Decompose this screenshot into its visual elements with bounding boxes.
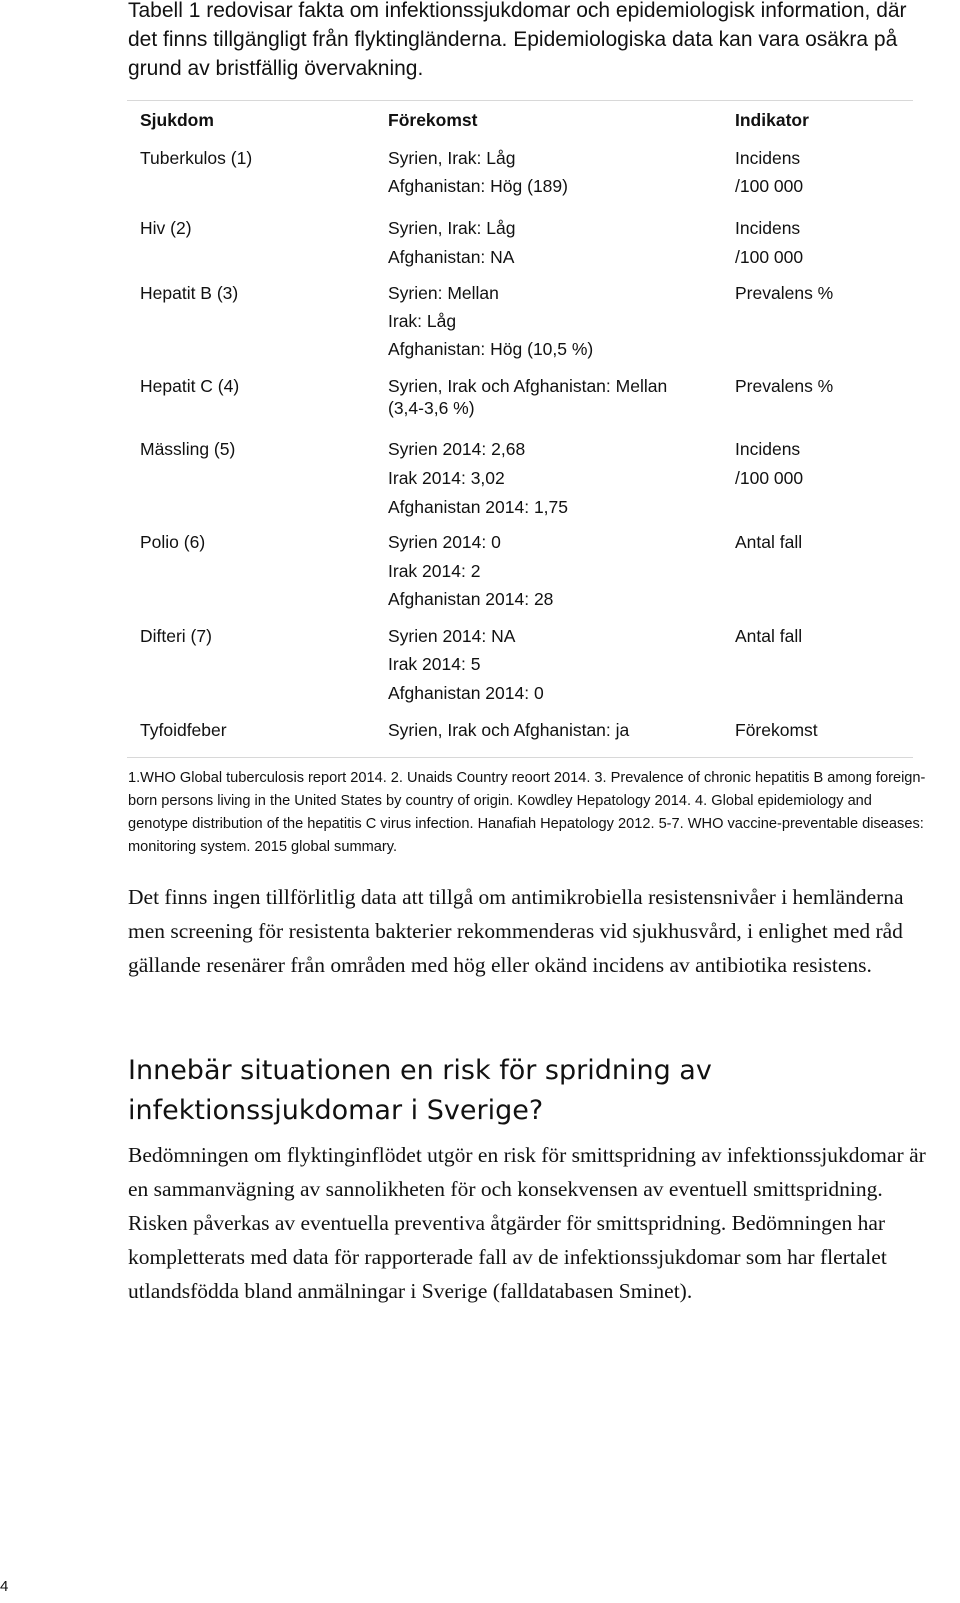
body-paragraph: Det finns ingen tillförlitlig data att tillgå om antimikrobiella resistensnivåer i hemländerna men screening för resistenta bakterier rekommenderas vid sjukhusvård, i enlighet med råd gällande resenärer från områden med hög eller okänd incidens av antibiotika resistens. [128,885,904,977]
occurrence-line: Syrien 2014: 2,68 [388,439,526,459]
occurrence-line: Syrien 2014: NA [388,626,516,646]
indicator-line: Incidens [735,218,801,238]
indicator-line: /100 000 [735,176,804,196]
occurrence-line: Syrien, Irak och Afghanistan: Mellan [388,376,668,396]
occurrence-line: Syrien, Irak: Låg [388,218,516,238]
occurrence-line: Afghanistan: NA [388,247,515,267]
indicator-line: Antal fall [735,626,803,646]
indicator-line: Incidens [735,439,801,459]
occurrence-line: Afghanistan: Hög (10,5 %) [388,339,594,359]
occurrence-line: Afghanistan 2014: 28 [388,589,554,609]
occurrence-line: Syrien, Irak och Afghanistan: ja [388,720,630,740]
disease-cell: Hiv (2) [140,218,192,238]
body-paragraph: Bedömningen om flyktinginflödet utgör en risk för smittspridning av infektionssjukdomar är en sammanvägning av sannolikheten för och konsekvensen av eventuell smittspridning. Risken påverkas av eventuella preventiva åtgärder för smittspridning. Bedömningen har kompletterats med data för rapporterade fall av de infektionssjukdomar som har flertalet utlandsfödda bland anmälningar i Sverige (falldatabasen Sminet). [128,1143,926,1303]
section-heading: Innebär situationen en risk för spridning av infektionssjukdomar i Sverige? [128,1055,712,1126]
occurrence-line: Afghanistan: Hög (189) [388,176,568,196]
indicator-line: Förekomst [735,720,818,740]
disease-cell: Tuberkulos (1) [140,148,253,168]
indicator-line: Antal fall [735,532,803,552]
page-number: 4 [0,1578,9,1595]
occurrence-line: Syrien: Mellan [388,283,499,303]
occurrence-line: Afghanistan 2014: 0 [388,683,544,703]
occurrence-line: Afghanistan 2014: 1,75 [388,497,569,517]
table-bottom-rule [127,757,913,758]
occurrence-line: Irak: Låg [388,311,457,331]
occurrence-line: Irak 2014: 3,02 [388,468,505,488]
disease-cell: Polio (6) [140,532,206,552]
disease-cell: Mässling (5) [140,439,236,459]
column-header-indicator: Indikator [735,110,809,130]
indicator-line: Incidens [735,148,801,168]
column-header-occurrence: Förekomst [388,110,478,130]
occurrence-line: Syrien 2014: 0 [388,532,501,552]
table-references: 1.WHO Global tuberculosis report 2014. 2. Unaids Country reoort 2014. 3. Prevalence of chronic hepatitis B among foreign-born persons living in the United States by country of origin. Kowdley Hepatology 2014. 4. Global epidemiology and genotype distribution of the hepatitis C virus infection. Hanafiah Hepatology 2012. 5-7. WHO vaccine-preventable diseases: monitoring system. 2015 global summary. [128,770,926,855]
occurrence-line: Syrien, Irak: Låg [388,148,516,168]
disease-cell: Tyfoidfeber [140,720,227,740]
indicator-line: /100 000 [735,247,804,267]
occurrence-line: (3,4-3,6 %) [388,398,475,418]
indicator-line: Prevalens % [735,283,834,303]
table-top-rule [127,100,913,101]
disease-cell: Hepatit B (3) [140,283,239,303]
intro-paragraph: Tabell 1 redovisar fakta om infektionssjukdomar och epidemiologisk information, där det finns tillgängligt från flyktingländerna. Epidemiologiska data kan vara osäkra på grund av bristfällig övervakning. [128,0,907,80]
indicator-line: /100 000 [735,468,804,488]
indicator-line: Prevalens % [735,376,834,396]
disease-cell: Difteri (7) [140,626,212,646]
disease-cell: Hepatit C (4) [140,376,240,396]
column-header-disease: Sjukdom [140,110,214,130]
occurrence-line: Irak 2014: 2 [388,561,481,581]
occurrence-line: Irak 2014: 5 [388,654,481,674]
